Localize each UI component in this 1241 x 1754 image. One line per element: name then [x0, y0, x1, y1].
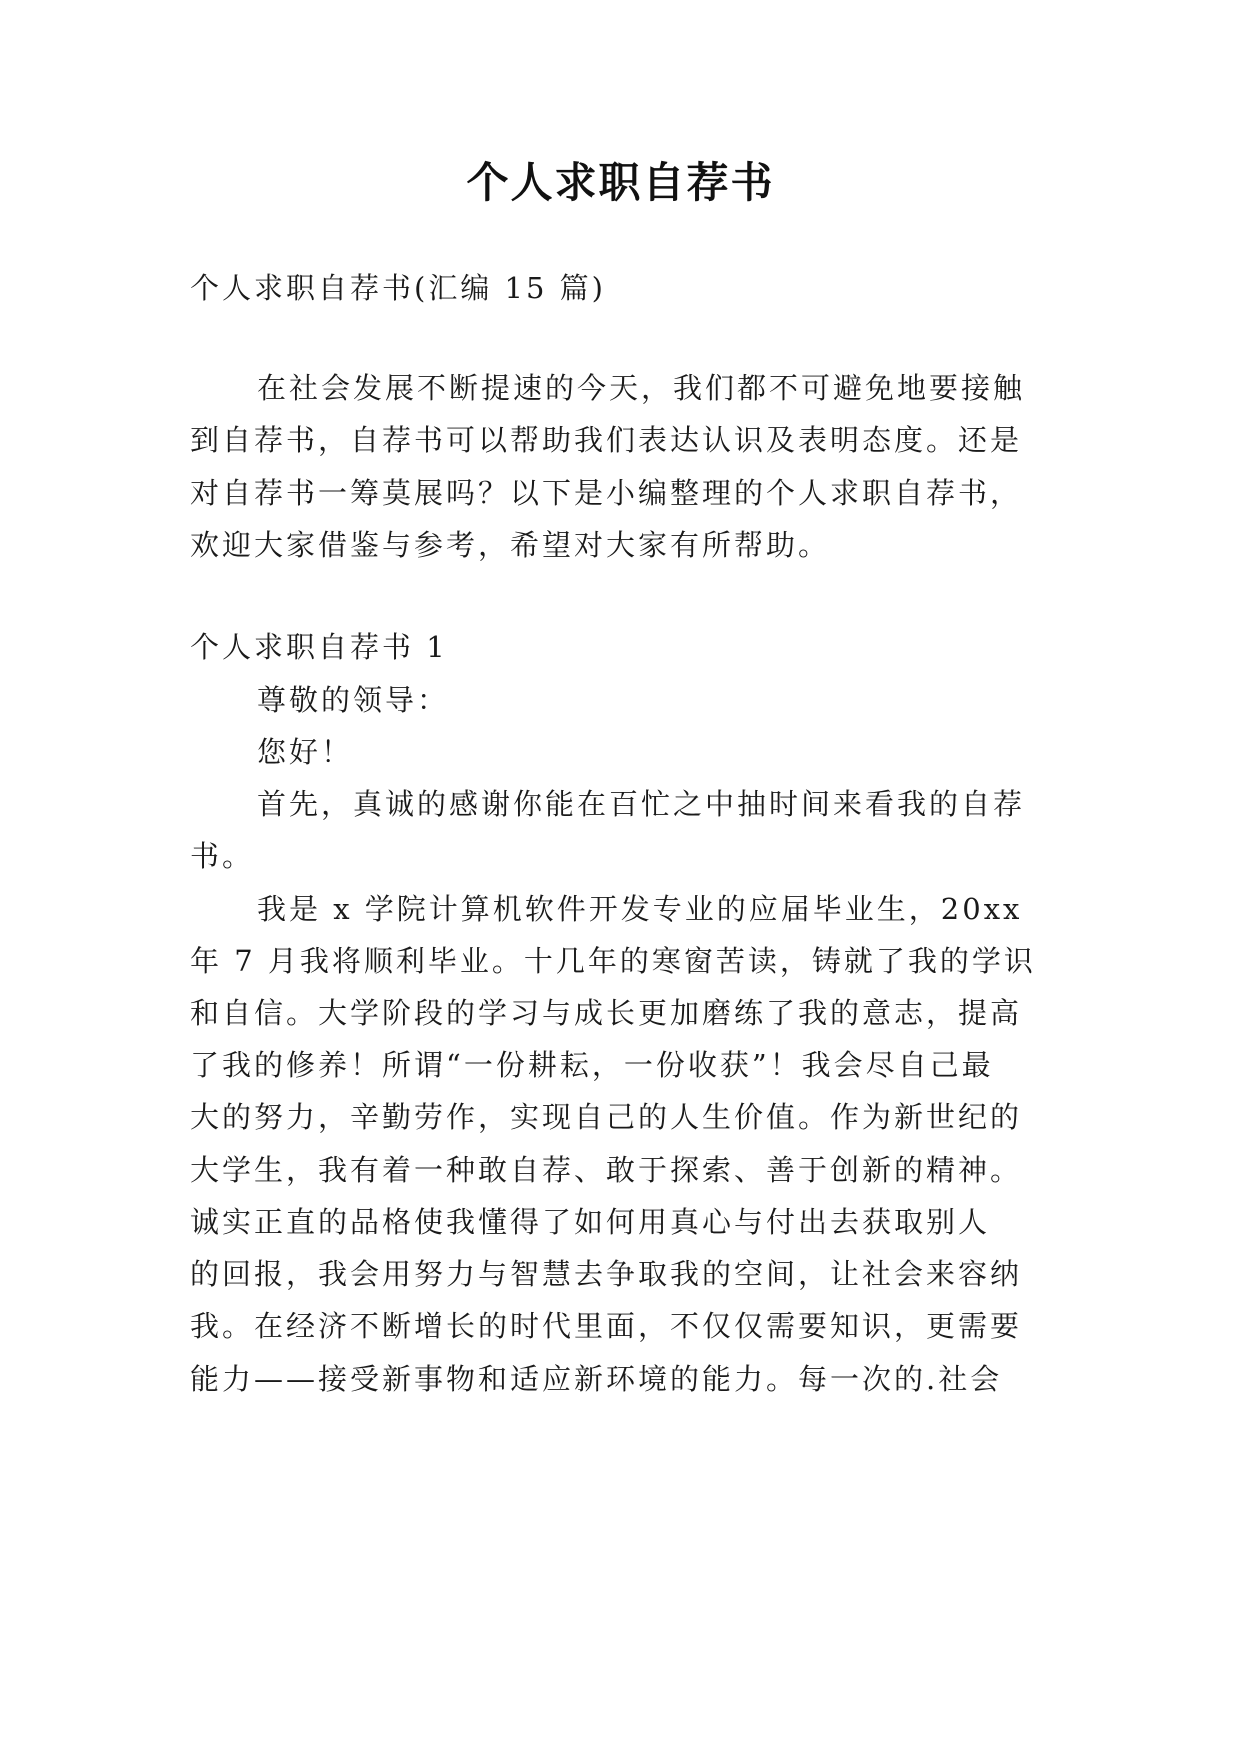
para2-line-5: 大的努力，辛勤劳作，实现自己的人生价值。作为新世纪的 — [190, 1100, 1023, 1134]
intro-line-4: 欢迎大家借鉴与参考，希望对大家有所帮助。 — [190, 528, 831, 562]
para1-line-2: 书。 — [190, 839, 255, 873]
section-heading: 个人求职自荐书 1 — [190, 630, 448, 664]
para2-line-8: 的回报，我会用努力与智慧去争取我的空间，让社会来容纳 — [190, 1257, 1023, 1291]
intro-line-3: 对自荐书一筹莫展吗？以下是小编整理的个人求职自荐书， — [190, 476, 1023, 510]
salutation: 尊敬的领导： — [257, 683, 450, 717]
para1-line-1: 首先，真诚的感谢你能在百忙之中抽时间来看我的自荐 — [257, 787, 1026, 821]
para2-line-10: 能力——接受新事物和适应新环境的能力。每一次的.社会 — [190, 1362, 1003, 1396]
para2-line-1: 我是 x 学院计算机软件开发专业的应届毕业生，20xx — [257, 892, 1023, 926]
para2-line-2: 年 7 月我将顺利毕业。十几年的寒窗苦读，铸就了我的学识 — [190, 944, 1036, 978]
para2-line-9: 我。在经济不断增长的时代里面，不仅仅需要知识，更需要 — [190, 1309, 1023, 1343]
para2-line-4: 了我的修养！所谓“一份耕耘，一份收获”！我会尽自己最 — [190, 1048, 994, 1082]
document-title: 个人求职自荐书 — [466, 158, 775, 207]
document-subtitle: 个人求职自荐书(汇编 15 篇) — [190, 271, 606, 305]
para2-line-6: 大学生，我有着一种敢自荐、敢于探索、善于创新的精神。 — [190, 1153, 1023, 1187]
intro-line-2: 到自荐书，自荐书可以帮助我们表达认识及表明态度。还是 — [190, 423, 1023, 457]
intro-line-1: 在社会发展不断提速的今天，我们都不可避免地要接触 — [257, 371, 1026, 405]
para2-line-3: 和自信。大学阶段的学习与成长更加磨练了我的意志，提高 — [190, 996, 1023, 1030]
para2-line-7: 诚实正直的品格使我懂得了如何用真心与付出去获取别人 — [190, 1205, 991, 1239]
greeting: 您好！ — [257, 735, 354, 769]
